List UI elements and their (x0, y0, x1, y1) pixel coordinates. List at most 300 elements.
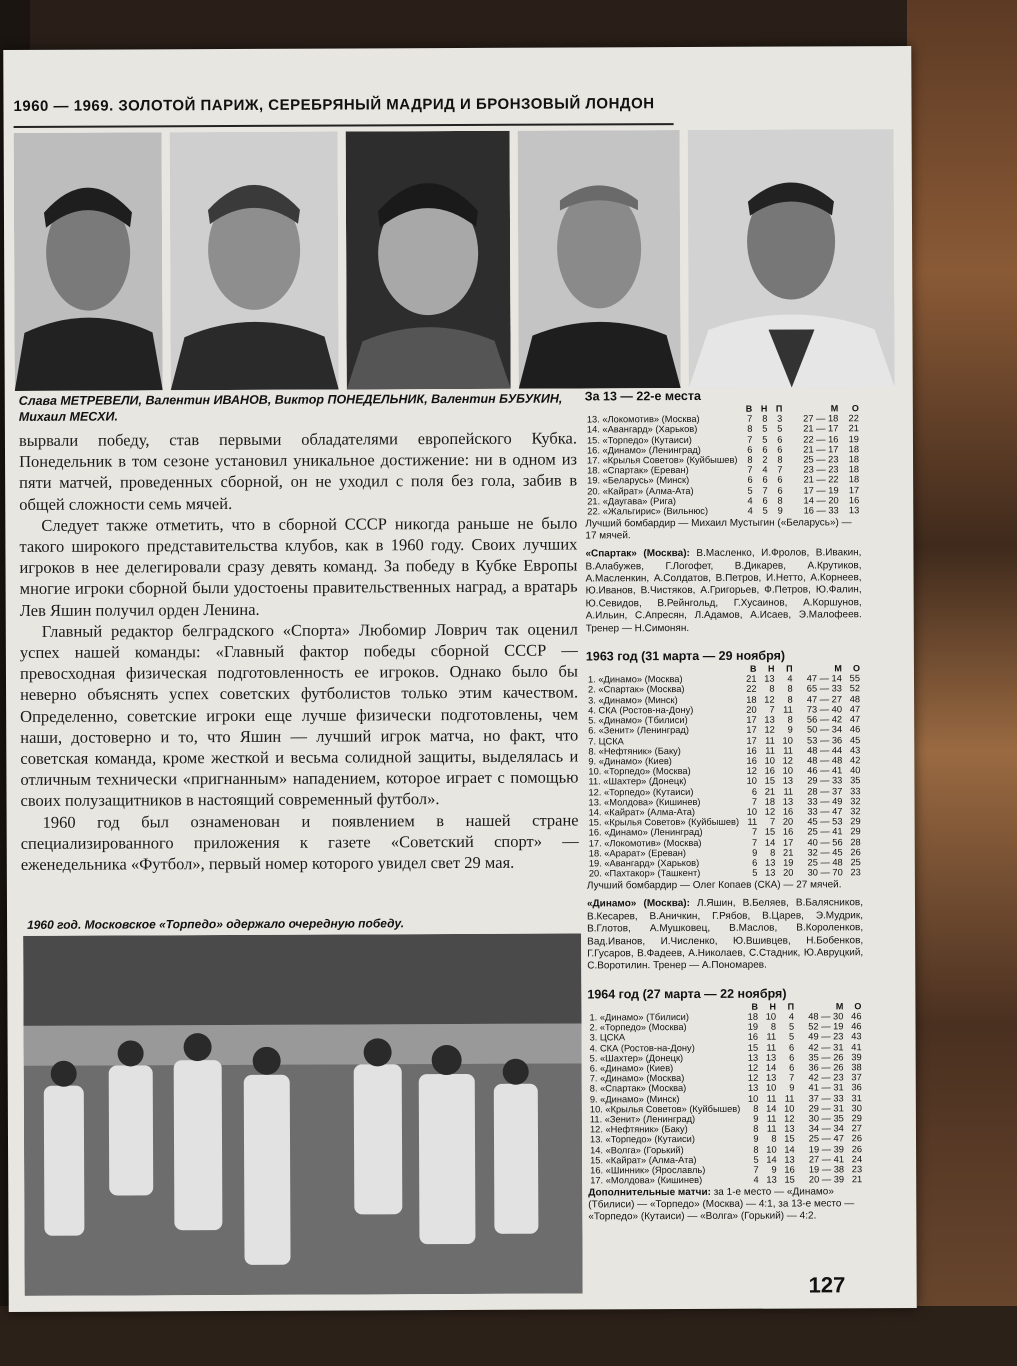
stat-cell: 18 (848, 464, 860, 475)
stat-cell: 33 — 49 (807, 796, 843, 807)
standings-table-3 (587, 1001, 864, 1186)
stat-cell: 37 (851, 1072, 862, 1083)
section-2-roster (587, 898, 863, 974)
stat-cell: 32 — 45 (807, 847, 843, 858)
team-cell: 14. «Кайрат» (Алма-Ата) (588, 806, 696, 818)
stat-cell: 13 (764, 857, 776, 868)
stat-cell: 48 — 44 (807, 745, 843, 756)
section-1-roster-names: В.Масленко, И.Фролов, В.Ивакин, В.Алабужев, Г.Логофет, В.Дикарев, А.Крутиков, А.Масленкин, А.Солдатов, В.Петров, И.Нетто, А.Корнеев, Ю.Иванов, В.Чистяков, А.Григорьев, Ф.Петров, Ю.Фалин, Ю.Севидов, В.Рейнгольд, Г.Хусаинов, А.Коршунов, А.Ильин, С.Апресян, Л.Адамов, А.Исаев, Э.Малофеев. Тренер — Н.Симонян. (585, 547, 862, 635)
stat-cell: 7 (751, 827, 758, 838)
stat-cell: 37 — 33 (808, 1092, 844, 1104)
table-row (585, 424, 861, 435)
stat-cell: 12 (746, 765, 757, 776)
stat-cell: 9 (753, 1113, 759, 1124)
stat-cell: 32 (850, 795, 861, 807)
team-cell: 15. «Крылья Советов» (Куйбышев) (588, 816, 740, 828)
header-losses: П (786, 663, 793, 674)
stat-cell: 35 — 26 (808, 1052, 844, 1063)
standings-column (585, 388, 865, 1224)
paragraph-4: 1960 год был ознаменован и появлением в нашей стране специализированного приложения к газете «Советский спорт» — еженедельника «Футбол», первый номер которого увидел свет 29 мая. (20, 810, 579, 874)
stat-cell: 13 (766, 1174, 777, 1185)
stat-cell: 6 (752, 857, 758, 868)
stat-cell: 17 — 19 (803, 484, 839, 496)
stat-cell: 4 (762, 464, 768, 475)
stat-cell: 36 — 26 (808, 1062, 844, 1073)
stat-cell: 7 (752, 837, 758, 848)
stat-cell: 7 (751, 796, 758, 807)
stat-cell: 18 (747, 1011, 758, 1022)
stat-cell: 26 (850, 846, 861, 858)
stat-cell: 13 (747, 1052, 759, 1063)
stat-cell: 6 (747, 475, 753, 486)
running-head: 1960 — 1969. ЗОЛОТОЙ ПАРИЖ, СЕРЕБРЯНЫЙ МАДРИД И БРОНЗОВЫЙ ЛОНДОН (13, 95, 655, 115)
stat-cell: 7 (762, 485, 768, 496)
stat-cell: 3 (777, 413, 783, 424)
stat-cell: 65 — 33 (806, 683, 842, 694)
stat-cell: 6 (777, 444, 783, 455)
stat-cell: 4 (747, 505, 753, 516)
stat-cell: 42 (849, 755, 861, 766)
stat-cell: 8 (747, 454, 753, 465)
team-cell: 16. «Динамо» (Ленинград) (586, 444, 701, 456)
team-cell: 6. «Динамо» (Киев) (589, 1063, 674, 1074)
header-draws: Н (767, 663, 775, 674)
stat-cell: 34 — 34 (808, 1123, 844, 1134)
stat-cell: 12 (764, 724, 775, 735)
stat-cell: 21 (851, 1174, 863, 1185)
stat-cell: 17 (782, 837, 794, 848)
stat-cell: 12 (747, 1072, 759, 1083)
stat-cell: 10 (782, 735, 793, 746)
stat-cell: 8 (787, 684, 793, 695)
header-draws: Н (760, 403, 768, 414)
stat-cell: 48 — 30 (808, 1011, 844, 1022)
team-cell: 3. ЦСКА (589, 1032, 626, 1043)
stat-cell: 11 (784, 1093, 795, 1104)
stat-cell: 20 (782, 816, 794, 827)
paragraph-3: Главный редактор белградского «Спорта» Любомир Ловрич так оценил успех нашей команды: «Главный фактор победы сборной СССР — превосходная физическая подготовленность ее игроков. Однако было бы неверно объяснять успех советских футболистов только этим качеством. Определенно, советские игроки еще лучше физически подготовлены, чем наши, достоверно и то, что Яшин — лучший игрок матча, но факт, что советская команда, кроме жесткой и весьма солидной защиты, выделялась и отличным технически «пригнанным» нападением, которое играет с помощью своих полузащитников в настоящий современный футбол». (19, 619, 579, 811)
stat-cell: 8 (753, 1103, 759, 1114)
stat-cell: 27 — 18 (803, 413, 839, 424)
stat-cell: 24 (851, 1154, 863, 1165)
stat-cell: 14 (766, 1154, 777, 1165)
page-number: 127 (808, 1272, 846, 1298)
stat-cell: 13 (782, 796, 794, 807)
stat-cell: 27 (851, 1123, 862, 1134)
stat-cell: 10 (784, 1103, 795, 1114)
stat-cell: 12 (764, 806, 776, 817)
portrait-photo-2 (170, 132, 339, 391)
team-cell: 4. СКА (Ростов-на-Дону) (588, 704, 694, 716)
team-cell: 17. «Молдова» (Кишинев) (590, 1175, 703, 1186)
stat-cell: 48 (849, 693, 861, 704)
stat-cell: 40 (850, 765, 861, 776)
stat-cell: 46 (849, 724, 861, 735)
stat-cell: 16 (746, 755, 757, 766)
stat-cell: 8 (762, 413, 768, 424)
team-cell: 10. «Крылья Советов» (Куйбышев) (589, 1103, 741, 1115)
stat-cell: 4 (747, 495, 753, 506)
stat-cell: 23 (851, 1164, 863, 1175)
header-points: О (852, 663, 860, 674)
stat-cell: 47 — 14 (806, 673, 842, 684)
section-3-extra-matches (588, 1187, 864, 1224)
stat-cell: 5 (762, 424, 768, 435)
stat-cell: 46 (851, 1011, 862, 1022)
stat-cell: 20 (746, 704, 757, 715)
stat-cell: 14 (764, 837, 776, 848)
stat-cell: 5 (762, 505, 768, 516)
stat-cell: 46 — 41 (807, 765, 843, 776)
header-losses: П (775, 403, 783, 414)
stat-cell: 13 (747, 1083, 759, 1094)
table-row (587, 827, 863, 838)
team-cell: 13. «Молдова» (Кишинев) (588, 796, 701, 808)
standings-table-2 (586, 663, 863, 878)
stat-cell: 52 — 19 (808, 1021, 844, 1032)
stat-cell: 19 (783, 857, 794, 868)
team-cell: 16. «Динамо» (Ленинград) (588, 827, 703, 838)
team-cell: 12. «Торпедо» (Кутаиси) (588, 786, 694, 797)
stat-cell: 73 — 40 (806, 704, 843, 715)
stat-cell: 11 (766, 1123, 777, 1134)
stat-cell: 22 (746, 684, 757, 695)
stat-cell: 16 (848, 495, 860, 506)
stat-cell: 18 (764, 796, 776, 807)
table-row (586, 725, 862, 736)
team-cell: 11. «Зенит» (Ленинград) (589, 1113, 696, 1125)
stat-cell: 29 (851, 1113, 862, 1124)
table-row (588, 1134, 864, 1145)
stat-cell: 32 (850, 806, 861, 817)
stat-cell: 12 (747, 1062, 759, 1073)
stat-cell: 21 — 22 (803, 474, 839, 485)
stat-cell: 10 (765, 1011, 777, 1022)
table-row (588, 1083, 864, 1094)
stat-cell: 15 (764, 775, 776, 786)
stat-cell: 28 — 37 (807, 785, 843, 797)
stat-cell: 10 (765, 1083, 777, 1094)
stat-cell: 56 — 42 (806, 714, 843, 725)
stat-cell: 10 (746, 806, 758, 817)
stat-cell: 15 (784, 1174, 795, 1185)
stat-cell: 8 (769, 684, 775, 695)
stat-cell: 13 (784, 1154, 795, 1165)
table-row (587, 867, 863, 878)
section-1-top-scorer: Лучший бомбардир — Михаил Мустыгин («Беларусь») — 17 мячей. (585, 517, 852, 542)
section-1-roster-team: «Спартак» (Москва): (585, 548, 690, 560)
stat-cell: 29 (850, 826, 861, 837)
stat-cell: 11 (765, 745, 775, 756)
team-cell: 16. «Шинник» (Ярославль) (590, 1164, 706, 1176)
stat-cell: 46 (851, 1021, 862, 1032)
stat-cell: 45 (849, 734, 861, 745)
stat-cell: 11 (766, 1042, 777, 1053)
stat-cell: 15 (784, 1133, 795, 1145)
stat-cell: 52 (849, 683, 861, 694)
stat-cell: 30 — 70 (807, 867, 843, 878)
stat-cell: 18 (746, 694, 757, 705)
book-page (3, 46, 916, 1312)
stat-cell: 35 (850, 775, 861, 786)
header-wins: В (749, 663, 757, 674)
header-wins: В (745, 403, 753, 414)
stat-cell: 21 (746, 673, 757, 685)
portrait-photo-5 (688, 129, 895, 388)
stat-cell: 11 (765, 735, 775, 746)
table-row (588, 1032, 864, 1043)
stat-cell: 12 (784, 1113, 795, 1124)
stat-cell: 47 — 27 (806, 694, 843, 705)
team-cell: 20. «Пахтакор» (Ташкент) (588, 868, 701, 879)
stat-cell: 13 (848, 505, 860, 516)
stat-cell: 19 — 38 (808, 1164, 845, 1175)
table-row (588, 1174, 864, 1185)
stat-cell: 14 (784, 1144, 795, 1155)
stat-cell: 47 (849, 704, 861, 715)
stat-cell: 8 (787, 694, 793, 705)
team-cell: 10. «Торпедо» (Москва) (588, 766, 691, 777)
stat-cell: 28 (850, 836, 861, 847)
portrait-photo-1 (14, 132, 163, 391)
team-cell: 7. ЦСКА (588, 735, 624, 746)
team-cell: 17. «Локомотив» (Москва) (588, 837, 702, 848)
header-losses: П (787, 1001, 795, 1012)
stat-cell: 10 (747, 1093, 759, 1104)
stat-cell: 17 (746, 725, 757, 736)
stat-cell: 5 (753, 1154, 759, 1165)
stat-cell: 4 (753, 1174, 759, 1185)
section-1-roster (585, 547, 861, 635)
stat-cell: 43 (849, 744, 861, 756)
team-cell: 4. СКА (Ростов-на-Дону) (589, 1042, 695, 1054)
stat-cell: 13 (765, 1052, 777, 1063)
stat-cell: 33 (850, 785, 861, 796)
stat-cell: 9 (753, 1134, 759, 1145)
stat-cell: 6 (789, 1052, 795, 1063)
stat-cell: 11 (766, 1113, 777, 1124)
stat-cell: 4 (788, 1011, 795, 1022)
stat-cell: 40 — 56 (807, 836, 843, 848)
stat-cell: 31 (851, 1092, 862, 1103)
team-cell: 20. «Кайрат» (Алма-Ата) (587, 485, 694, 497)
stat-cell: 6 (777, 485, 783, 496)
stat-cell: 2 (762, 454, 768, 465)
stat-cell: 11 (766, 1093, 777, 1104)
stat-cell: 30 (851, 1103, 862, 1114)
stat-cell: 26 (851, 1143, 863, 1154)
stat-cell: 21 — 17 (803, 444, 839, 455)
header-goals: М (834, 663, 842, 674)
team-cell: 19. «Беларусь» (Минск) (587, 475, 690, 486)
team-cell: 14. «Волга» (Горький) (590, 1144, 684, 1156)
portrait-photo-3 (346, 131, 511, 390)
stat-cell: 48 — 48 (807, 755, 843, 766)
stat-cell: 45 — 53 (807, 816, 843, 827)
team-cell: 15. «Кайрат» (Алма-Ата) (590, 1154, 697, 1166)
header-draws: Н (769, 1001, 777, 1012)
stat-cell: 8 (747, 424, 753, 435)
stat-cell: 9 (752, 847, 758, 858)
stat-cell: 6 (762, 495, 768, 506)
stat-cell: 8 (787, 714, 793, 725)
stat-cell: 7 (777, 464, 783, 475)
portrait-caption: Слава МЕТРЕВЕЛИ, Валентин ИВАНОВ, Виктор ПОНЕДЕЛЬНИК, Валентин БУБУКИН, Михаил МЕСХИ. (18, 391, 563, 424)
stat-cell: 41 (851, 1041, 862, 1052)
team-cell: 1. «Динамо» (Москва) (587, 674, 683, 685)
team-cell: 18. «Арарат» (Ереван) (588, 847, 687, 859)
stat-cell: 21 (764, 786, 776, 797)
stat-cell: 50 — 34 (806, 724, 843, 735)
stat-cell: 25 — 48 (807, 857, 843, 868)
stat-cell: 18 (848, 454, 860, 465)
stat-cell: 25 — 23 (803, 454, 839, 465)
stat-cell: 5 (762, 434, 768, 445)
stat-cell: 39 (851, 1052, 862, 1063)
stat-cell: 13 (764, 714, 775, 725)
header-goals: М (830, 403, 839, 414)
stat-cell: 7 (769, 704, 775, 715)
stat-cell: 26 (851, 1133, 863, 1144)
stat-cell: 29 — 33 (807, 775, 843, 786)
stat-cell: 19 — 39 (808, 1143, 844, 1155)
team-cell: 8. «Спартак» (Москва) (589, 1083, 687, 1094)
header-points: О (851, 403, 859, 414)
background-right-book-cover (907, 0, 1017, 1366)
header-goals: М (835, 1001, 844, 1012)
stat-cell: 21 (782, 847, 794, 858)
stat-cell: 47 (849, 714, 861, 725)
stat-cell: 27 — 41 (808, 1154, 845, 1165)
stat-cell: 7 (747, 434, 753, 445)
stat-cell: 22 — 16 (803, 433, 839, 445)
stat-cell: 25 — 41 (807, 826, 843, 837)
stat-cell: 13 (765, 1072, 777, 1083)
portrait-row (14, 129, 895, 391)
stat-cell: 11 (766, 1032, 777, 1043)
stat-cell: 5 (747, 485, 753, 496)
stat-cell: 21 (848, 423, 859, 434)
stat-cell: 6 (747, 444, 753, 455)
stat-cell: 10 (764, 755, 775, 766)
paragraph-1: вырвали победу, став первыми обладателями европейского Кубка. Понедельник в том сезоне установил уникальное достижение: ни в одном из пяти матчей, проведенных сборной, он не уходил с поля без гола, забив в общей сложности семь мячей. (18, 428, 578, 514)
body-text (19, 427, 579, 875)
table-row (585, 505, 861, 516)
stat-cell: 9 (777, 505, 783, 516)
team-cell: 17. «Крылья Советов» (Куйбышев) (587, 454, 738, 466)
stat-cell: 13 (764, 673, 775, 684)
team-cell: 5. «Шахтер» (Донецк) (589, 1052, 684, 1064)
team-cell: 9. «Динамо» (Киев) (588, 755, 672, 767)
stat-cell: 18 (848, 444, 860, 455)
section-3-extra-label: Дополнительные матчи: (588, 1187, 711, 1199)
stat-cell: 4 (787, 673, 793, 684)
stat-cell: 55 (849, 673, 861, 684)
stat-cell: 13 (782, 775, 794, 786)
stat-cell: 23 — 23 (803, 464, 839, 475)
stat-cell: 7 (747, 464, 753, 475)
section-1-title: За 13 — 22-е места (584, 388, 701, 404)
section-2-top-scorer: Лучший бомбардир — Олег Копаев (СКА) — 27 мячей. (586, 879, 842, 892)
stat-cell: 16 (782, 806, 794, 817)
stat-cell: 22 (848, 413, 859, 424)
team-cell: 7. «Динамо» (Москва) (589, 1073, 685, 1084)
team-cell: 18. «Спартак» (Ереван) (587, 465, 689, 476)
team-cell: 2. «Спартак» (Москва) (588, 684, 685, 695)
stat-cell: 42 — 23 (808, 1072, 844, 1083)
stat-cell: 9 (789, 1082, 795, 1093)
stat-cell: 8 (770, 847, 776, 858)
stat-cell: 15 (747, 1042, 759, 1053)
stat-cell: 16 (746, 745, 757, 756)
team-cell: 13. «Локомотив» (Москва) (586, 414, 700, 425)
stat-cell: 16 (764, 765, 775, 776)
section-2-roster-names: Л.Яшин, В.Беляев, В.Балясников, В.Кесарев, В.Аничкин, Г.Рябов, В.Царев, Э.Мудрик, В.Глотов, А.Мушковец, В.Маслов, В.Короленков, Вад.Иванов, И.Численко, Ю.Вшивцев, Н.Бобенков, Г.Гусаров, В.Фадеев, А.Николаев, С.Стадник, Ю.Авруцкий, С.Воротилин. Тренер — А.Пономарев. (587, 897, 864, 972)
stat-cell: 36 (851, 1082, 862, 1093)
stat-cell: 6 (789, 1042, 795, 1053)
stat-cell: 33 — 47 (807, 806, 843, 817)
stat-cell: 14 — 20 (803, 495, 839, 506)
stat-cell: 29 — 31 (808, 1103, 844, 1114)
stat-cell: 5 (777, 423, 783, 435)
stat-cell: 5 (788, 1031, 795, 1042)
stat-cell: 16 — 33 (803, 505, 839, 516)
team-cell: 3. «Динамо» (Минск) (588, 694, 678, 706)
stat-cell: 49 — 23 (808, 1031, 844, 1042)
stat-cell: 38 (851, 1062, 862, 1073)
table-row (586, 776, 862, 787)
paragraph-2: Следует также отметить, что в сборной СССР никогда раньше не было такого широкого представительства клубов, как в 1960 году. Своих лучших игроков в нее делегировали сразу девять команд. За победу в Кубке Европы многие игроки сборной были удостоены правительственных наград, а вратарь Лев Яшин получил орден Ленина. (19, 513, 578, 620)
team-cell: 12. «Нефтяник» (Баку) (589, 1124, 688, 1135)
stat-cell: 10 (782, 765, 794, 776)
stat-cell: 11 (747, 816, 758, 827)
stat-cell: 30 — 35 (808, 1113, 844, 1124)
stat-cell: 8 (753, 1123, 759, 1134)
team-cell: 22. «Жальгирис» (Вильнюс) (587, 505, 709, 517)
stat-cell: 11 (783, 786, 794, 797)
stat-cell: 20 — 39 (808, 1174, 845, 1185)
stat-cell: 7 (769, 816, 776, 827)
team-cell: 9. «Динамо» (Минск) (589, 1093, 680, 1105)
team-cell: 19. «Авангард» (Харьков) (588, 857, 700, 869)
stat-cell: 19 (747, 1021, 759, 1032)
stat-cell: 6 (789, 1062, 795, 1073)
stat-cell: 5 (752, 867, 758, 878)
stat-cell: 8 (753, 1144, 759, 1155)
stat-cell: 15 (764, 826, 776, 837)
stat-cell: 16 (782, 826, 794, 837)
team-cell: 2. «Торпедо» (Москва) (589, 1022, 687, 1033)
running-head-rule (14, 123, 674, 128)
stat-cell: 29 (850, 816, 861, 827)
team-photo (23, 933, 583, 1295)
stat-cell: 11 (783, 745, 793, 756)
section-2-title: 1963 год (31 марта — 29 ноября) (585, 648, 786, 664)
stat-cell: 8 (771, 1134, 777, 1145)
stat-cell: 16 (784, 1164, 795, 1175)
stat-cell: 42 — 31 (808, 1041, 844, 1053)
stat-cell: 17 (848, 484, 860, 495)
portrait-photo-4 (518, 130, 681, 389)
stat-cell: 7 (753, 1164, 759, 1175)
stat-cell: 17 (746, 714, 757, 725)
stat-cell: 10 (746, 776, 757, 787)
stat-cell: 21 — 17 (803, 423, 839, 434)
stat-cell: 9 (771, 1164, 777, 1175)
stat-cell: 10 (766, 1144, 777, 1155)
team-cell: 8. «Нефтяник» (Баку) (588, 745, 681, 757)
stat-cell: 12 (782, 755, 793, 766)
